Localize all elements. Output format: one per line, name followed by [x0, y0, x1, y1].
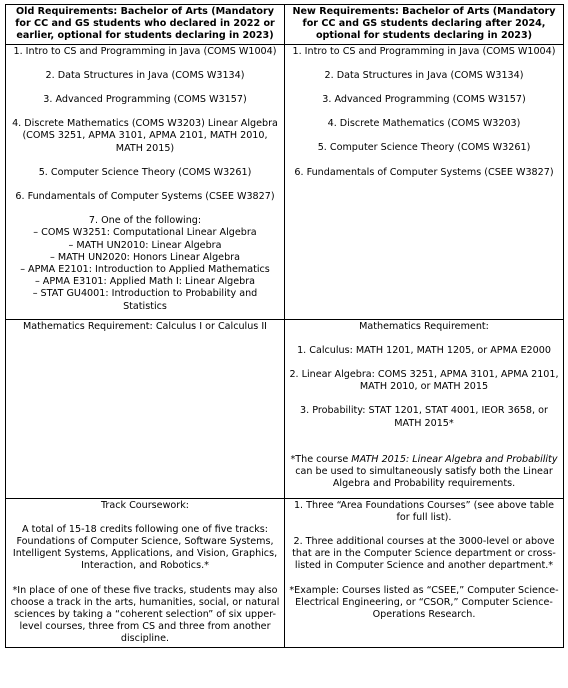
old-track-body: A total of 15-18 credits following one of five tracks: Foundations of Computer Science, Software Systems, Intelligent Systems, Applications, and Vision, Graphics, Interaction, and Robotics.*: [12, 523, 278, 572]
old-item7-list: [10, 215, 280, 313]
new-core-courses-cell: [285, 44, 564, 319]
new-math-note: [289, 454, 559, 491]
old-track-note: *In place of one of these five tracks, students may also choose a track in the arts, humanities, social, or natural sciences by taking a “coherent selection” of six upper-level courses, three from CS and three from another discipline.: [10, 584, 280, 645]
new-math-title: Mathematics Requirement:: [359, 320, 489, 332]
old-item7-option: – MATH UN2020: Honors Linear Algebra: [50, 251, 240, 263]
core-courses-row: [6, 44, 564, 319]
new-math-item: 2. Linear Algebra: COMS 3251, APMA 3101, APMA 2101, MATH 2010, or MATH 2015: [289, 369, 559, 393]
new-course-item: 3. Advanced Programming (COMS W3157): [322, 94, 526, 106]
new-course-item: 1. Intro to CS and Programming in Java (COMS W1004): [292, 45, 556, 57]
new-course-item: 2. Data Structures in Java (COMS W3134): [324, 69, 524, 81]
old-course-item: 5. Computer Science Theory (COMS W3261): [38, 166, 252, 178]
note-suffix: can be used to simultaneously satisfy both the Linear Algebra and Probability requirements.: [295, 466, 553, 490]
old-track-title: Track Coursework:: [100, 499, 190, 511]
new-math-item: 3. Probability: STAT 1201, STAT 4001, IEOR 3658, or MATH 2015*: [300, 405, 548, 429]
new-math-item: 1. Calculus: MATH 1201, MATH 1205, or APMA E2000: [297, 344, 551, 356]
new-track-note: *Example: Courses listed as “CSEE,” Computer Science-Electrical Engineering, or “CSOR,” Computer Science-Operations Research.: [289, 584, 559, 621]
old-course-item: 1. Intro to CS and Programming in Java (COMS W1004): [13, 45, 277, 57]
old-requirements-header: Old Requirements: Bachelor of Arts (Mandatory for CC and GS students who declared in 2022 or earlier, optional for students declaring in 2023): [6, 5, 285, 45]
old-core-courses-cell: [6, 44, 285, 319]
requirements-table: [5, 4, 564, 648]
new-track-cell: [285, 498, 564, 647]
note-prefix: *The course: [290, 453, 352, 465]
new-track-item: 1. Three “Area Foundations Courses” (see above table for full list).: [293, 499, 555, 523]
new-track-item: 2. Three additional courses at the 3000-level or above that are in the Computer Science department or cross-listed in Computer Science and another department.*: [292, 536, 556, 572]
new-math-cell: [285, 319, 564, 498]
old-course-item: 3. Advanced Programming (COMS W3157): [43, 94, 247, 106]
old-course-item: 4. Discrete Mathematics (COMS W3203) Linear Algebra (COMS 3251, APMA 3101, APMA 2101, MATH 2010, MATH 2015): [12, 118, 278, 154]
old-math-cell: [6, 319, 285, 498]
track-coursework-row: [6, 498, 564, 647]
header-row: [6, 5, 564, 45]
note-course: MATH 2015: Linear Algebra and Probability: [351, 453, 558, 465]
old-item7-option: – MATH UN2010: Linear Algebra: [68, 239, 222, 251]
old-item7-option: – COMS W3251: Computational Linear Algebra: [33, 227, 257, 239]
new-requirements-header: New Requirements: Bachelor of Arts (Mandatory for CC and GS students declaring after 2024, optional for students declaring in 2023): [285, 5, 564, 45]
old-course-item: 2. Data Structures in Java (COMS W3134): [45, 69, 245, 81]
new-course-item: 6. Fundamentals of Computer Systems (CSEE W3827): [294, 166, 554, 178]
old-item7-option: – APMA E2101: Introduction to Applied Mathematics: [20, 264, 270, 276]
old-item7-option: – APMA E3101: Applied Math I: Linear Algebra: [34, 276, 256, 288]
old-math-requirement: Mathematics Requirement: Calculus I or Calculus II: [22, 320, 268, 332]
math-requirement-row: [6, 319, 564, 498]
old-item7-option: – STAT GU4001: Introduction to Probability and Statistics: [32, 288, 258, 312]
old-item7-intro: 7. One of the following:: [88, 215, 202, 227]
old-track-cell: [6, 498, 285, 647]
new-course-item: 4. Discrete Mathematics (COMS W3203): [327, 118, 521, 130]
old-course-item: 6. Fundamentals of Computer Systems (CSEE W3827): [15, 191, 275, 203]
new-course-item: 5. Computer Science Theory (COMS W3261): [317, 142, 531, 154]
